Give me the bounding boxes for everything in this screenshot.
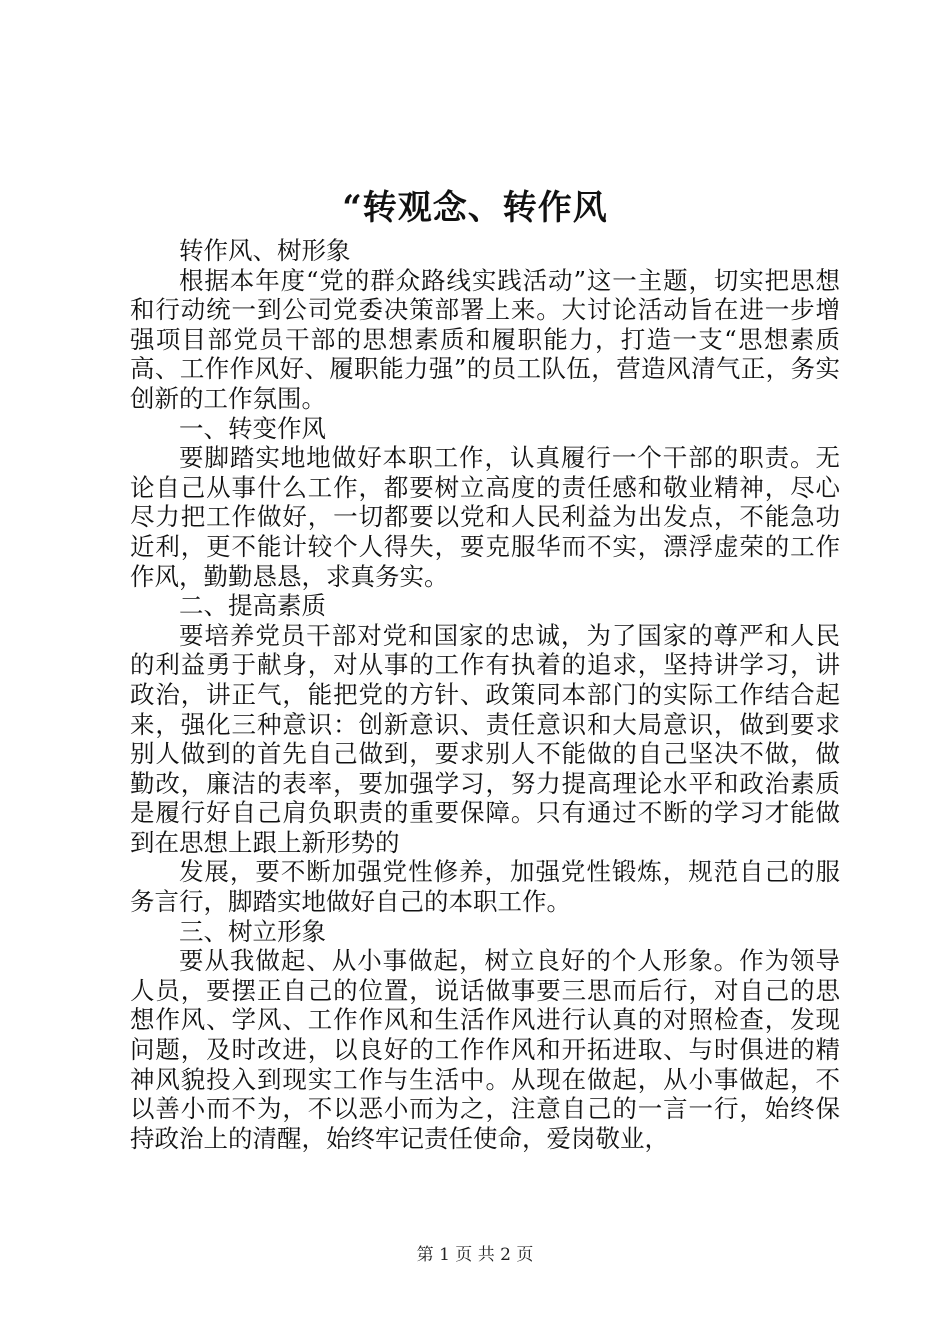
section-heading-2: 二、提高素质 bbox=[179, 591, 326, 621]
subtitle-paragraph: 转作风、树形象 bbox=[179, 236, 351, 265]
section-2-paragraph: 要培养党员干部对党和国家的忠诚，为了国家的尊严和人民的利益勇于献身，对从事的工作有执着的追求，坚持讲学习，讲政治，讲正气，能把党的方针、政策同本部门的实际工作结合起来，强化三种意识：创新意识、责任意识和大局意识，做到要求别人做到的首先自己做到，要求别人不能做的自己坚决不做，做勤改，廉洁的表率，要加强学习，努力提高理论水平和政治素质是履行好自己肩负职责的重要保障。只有通过不断的学习才能做到在思想上跟上新形势的 bbox=[130, 620, 840, 857]
section-2-paragraph-continued: 发展，要不断加强党性修养，加强党性锻炼，规范自己的服务言行，脚踏实地做好自己的本职工作。 bbox=[130, 857, 840, 917]
section-heading-1: 一、转变作风 bbox=[179, 413, 326, 443]
intro-paragraph: 根据本年度“党的群众路线实践活动”这一主题，切实把思想和行动统一到公司党委决策部署上来。大讨论活动旨在进一步增强项目部党员干部的思想素质和履职能力，打造一支“思想素质高、工作作风好、履职能力强”的员工队伍，营造风清气正，务实创新的工作氛围。 bbox=[130, 265, 840, 413]
document-title: “转观念、转作风 bbox=[342, 188, 608, 228]
section-3-paragraph: 要从我做起、从小事做起，树立良好的个人形象。作为领导人员，要摆正自己的位置，说话做事要三思而后行，对自己的思想作风、学风、工作作风和生活作风进行认真的对照检查，发现问题，及时改进，以良好的工作作风和开拓进取、与时俱进的精神风貌投入到现实工作与生活中。从现在做起，从小事做起，不以善小而不为，不以恶小而为之，注意自己的一言一行，始终保持政治上的清醒，始终牢记责任使命，爱岗敬业， bbox=[130, 946, 840, 1153]
page-number-footer: 第 1 页 共 2 页 bbox=[416, 1245, 534, 1265]
section-heading-3: 三、树立形象 bbox=[179, 916, 326, 946]
document-body bbox=[130, 236, 840, 1153]
section-1-paragraph: 要脚踏实地地做好本职工作，认真履行一个干部的职责。无论自己从事什么工作，都要树立高度的责任感和敬业精神，尽心尽力把工作做好，一切都要以党和人民利益为出发点，不能急功近利，更不能计较个人得失，要克服华而不实，漂浮虚荣的工作作风，勤勤恳恳，求真务实。 bbox=[130, 443, 840, 591]
